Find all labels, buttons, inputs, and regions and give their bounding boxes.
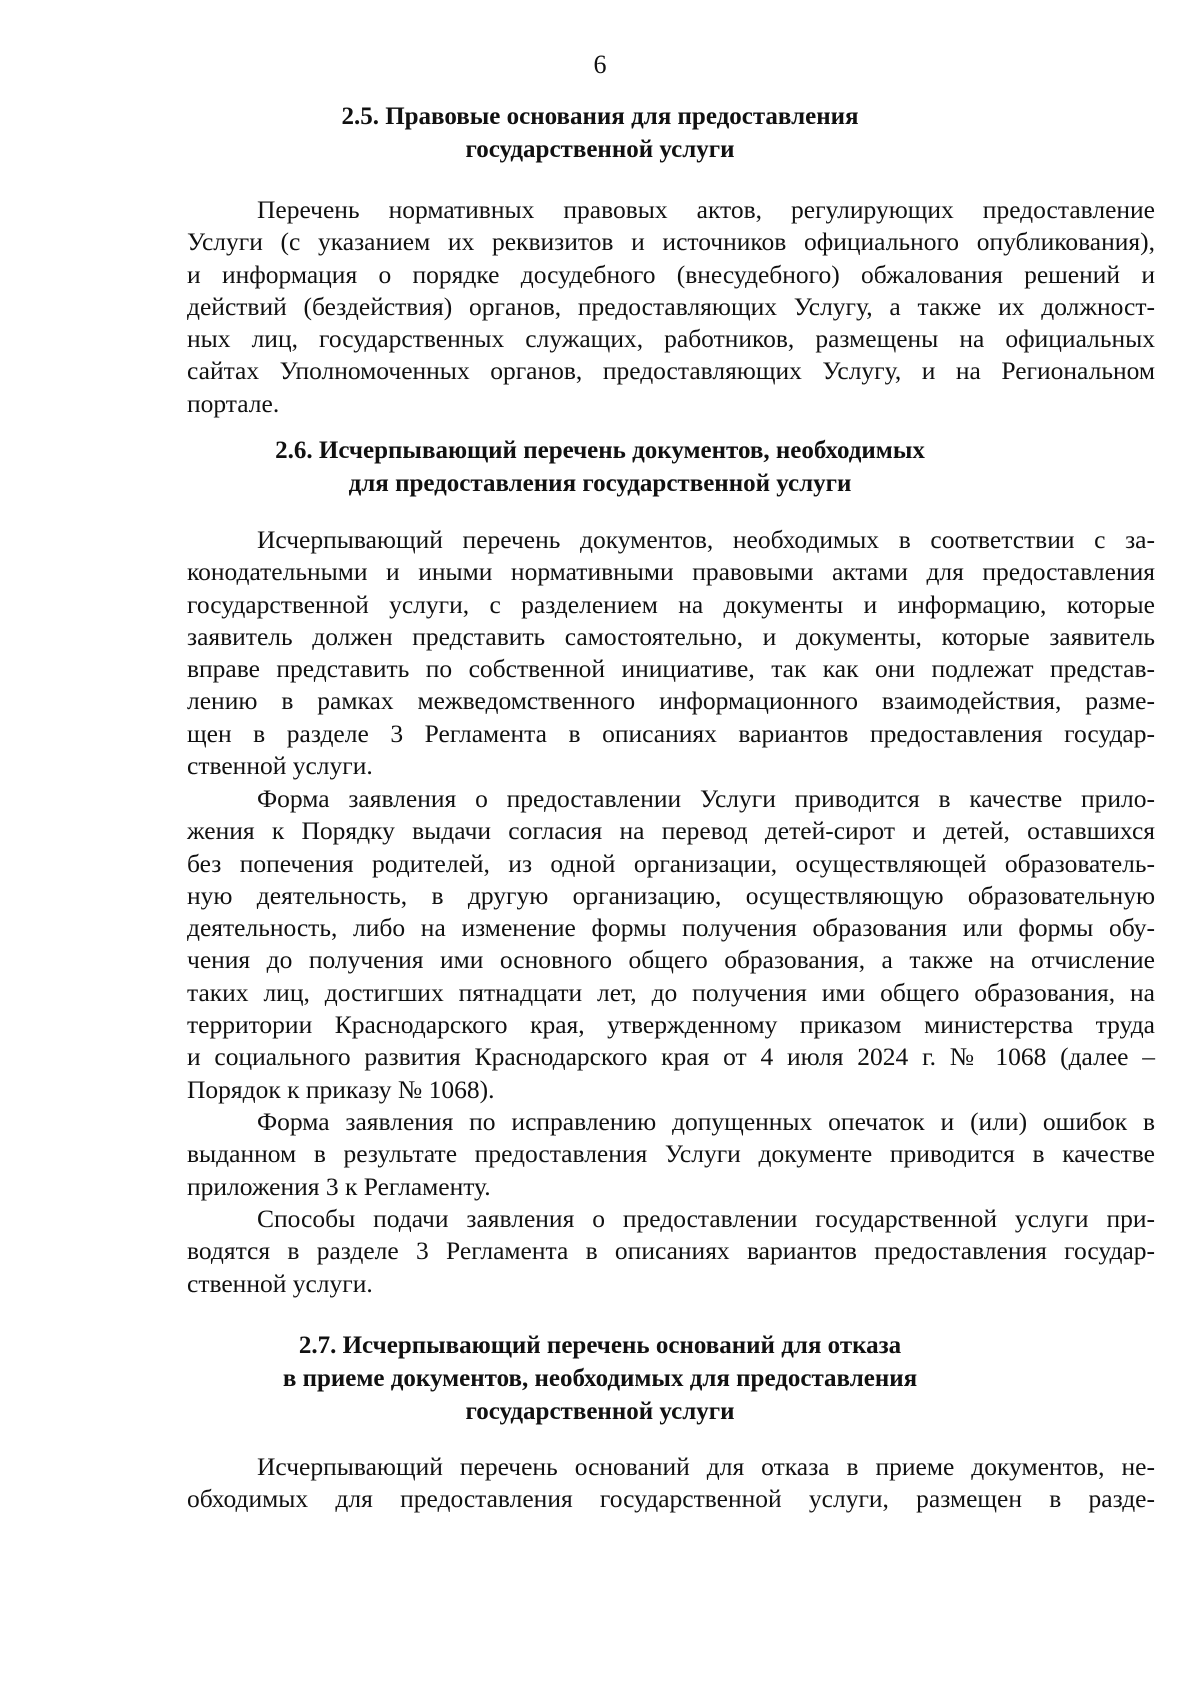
text-line: Форма заявления о предоставлении Услуги приводится в качестве прило- xyxy=(257,784,1155,813)
text-line: вправе представить по собственной инициативе, так как они подлежат представ- xyxy=(187,654,1155,684)
section-heading-2-7 xyxy=(0,1329,1200,1428)
heading-line: для предоставления государственной услуги xyxy=(348,470,852,497)
paragraph xyxy=(187,1106,1155,1203)
text-line: жения к Порядку выдачи согласия на перевод детей-сирот и детей, оставшихся xyxy=(187,816,1155,846)
text-line: ных лиц, государственных служащих, работников, размещены на официальных xyxy=(187,324,1155,354)
heading-line: в приеме документов, необходимых для предоставления xyxy=(282,1365,918,1392)
text-line: государственной услуги, с разделением на документы и информацию, которые xyxy=(187,589,1155,619)
text-line: сайтах Уполномоченных органов, предоставляющих Услугу, и на Региональном xyxy=(187,356,1155,386)
text-line: щен в разделе 3 Регламента в описаниях вариантов предоставления государ- xyxy=(187,718,1155,748)
heading-line: 2.7. Исчерпывающий перечень оснований для отказа xyxy=(298,1332,902,1359)
heading-line: 2.5. Правовые основания для предоставления xyxy=(341,103,859,130)
text-line: и социального развития Краснодарского края от 4 июля 2024 г. № 1068 (далее – xyxy=(187,1042,1155,1072)
text-line: территории Краснодарского края, утвержденному приказом министерства труда xyxy=(187,1010,1155,1040)
text-line: Исчерпывающий перечень оснований для отказа в приеме документов, не- xyxy=(257,1452,1155,1481)
section-heading-2-5 xyxy=(0,100,1200,166)
text-line: Услуги (с указанием их реквизитов и источников официального опубликования), xyxy=(187,227,1155,257)
text-line: ственной услуги. xyxy=(187,1268,373,1298)
heading-line: государственной услуги xyxy=(465,136,735,163)
text-line: выданном в результате предоставления Услуги документе приводится в качестве xyxy=(187,1139,1155,1169)
text-line: лению в рамках межведомственного информационного взаимодействия, разме- xyxy=(187,686,1155,716)
text-line: ную деятельность, в другую организацию, осуществляющую образовательную xyxy=(187,880,1155,910)
paragraph xyxy=(187,1203,1155,1300)
text-line: действий (бездействия) органов, предоставляющих Услугу, а также их должност- xyxy=(187,291,1155,321)
page-number: 6 xyxy=(593,50,607,79)
text-line: таких лиц, достигших пятнадцати лет, до получения ими общего образования, на xyxy=(187,977,1155,1007)
text-line: Форма заявления по исправлению допущенных опечаток и (или) ошибок в xyxy=(257,1107,1155,1136)
text-line: заявитель должен представить самостоятельно, и документы, которые заявитель xyxy=(187,621,1155,651)
heading-line: государственной услуги xyxy=(465,1398,735,1425)
text-line: Перечень нормативных правовых актов, регулирующих предоставление xyxy=(257,195,1155,224)
text-line: конодательными и иными нормативными правовыми актами для предоставления xyxy=(187,557,1155,587)
text-line: водятся в разделе 3 Регламента в описаниях вариантов предоставления государ- xyxy=(187,1236,1155,1266)
text-line: Порядок к приказу № 1068). xyxy=(187,1074,495,1104)
text-line: и информация о порядке досудебного (внесудебного) обжалования решений и xyxy=(187,259,1155,289)
text-line: портале. xyxy=(187,388,280,418)
section-heading-2-6 xyxy=(0,434,1200,500)
paragraph xyxy=(187,783,1155,1106)
text-line: приложения 3 к Регламенту. xyxy=(187,1171,491,1201)
text-line: Исчерпывающий перечень документов, необходимых в соответствии с за- xyxy=(257,525,1155,554)
paragraph xyxy=(187,194,1155,420)
text-line: обходимых для предоставления государственной услуги, размещен в разде- xyxy=(187,1484,1155,1514)
text-line: без попечения родителей, из одной организации, осуществляющей образователь- xyxy=(187,848,1155,878)
heading-line: 2.6. Исчерпывающий перечень документов, необходимых xyxy=(275,437,925,464)
text-line: деятельность, либо на изменение формы получения образования или формы обу- xyxy=(187,913,1155,943)
paragraph xyxy=(187,524,1155,782)
text-line: ственной услуги. xyxy=(187,751,373,781)
text-line: чения до получения ими основного общего образования, а также на отчисление xyxy=(187,945,1155,975)
paragraph xyxy=(187,1451,1155,1516)
text-line: Способы подачи заявления о предоставлении государственной услуги при- xyxy=(257,1204,1155,1233)
